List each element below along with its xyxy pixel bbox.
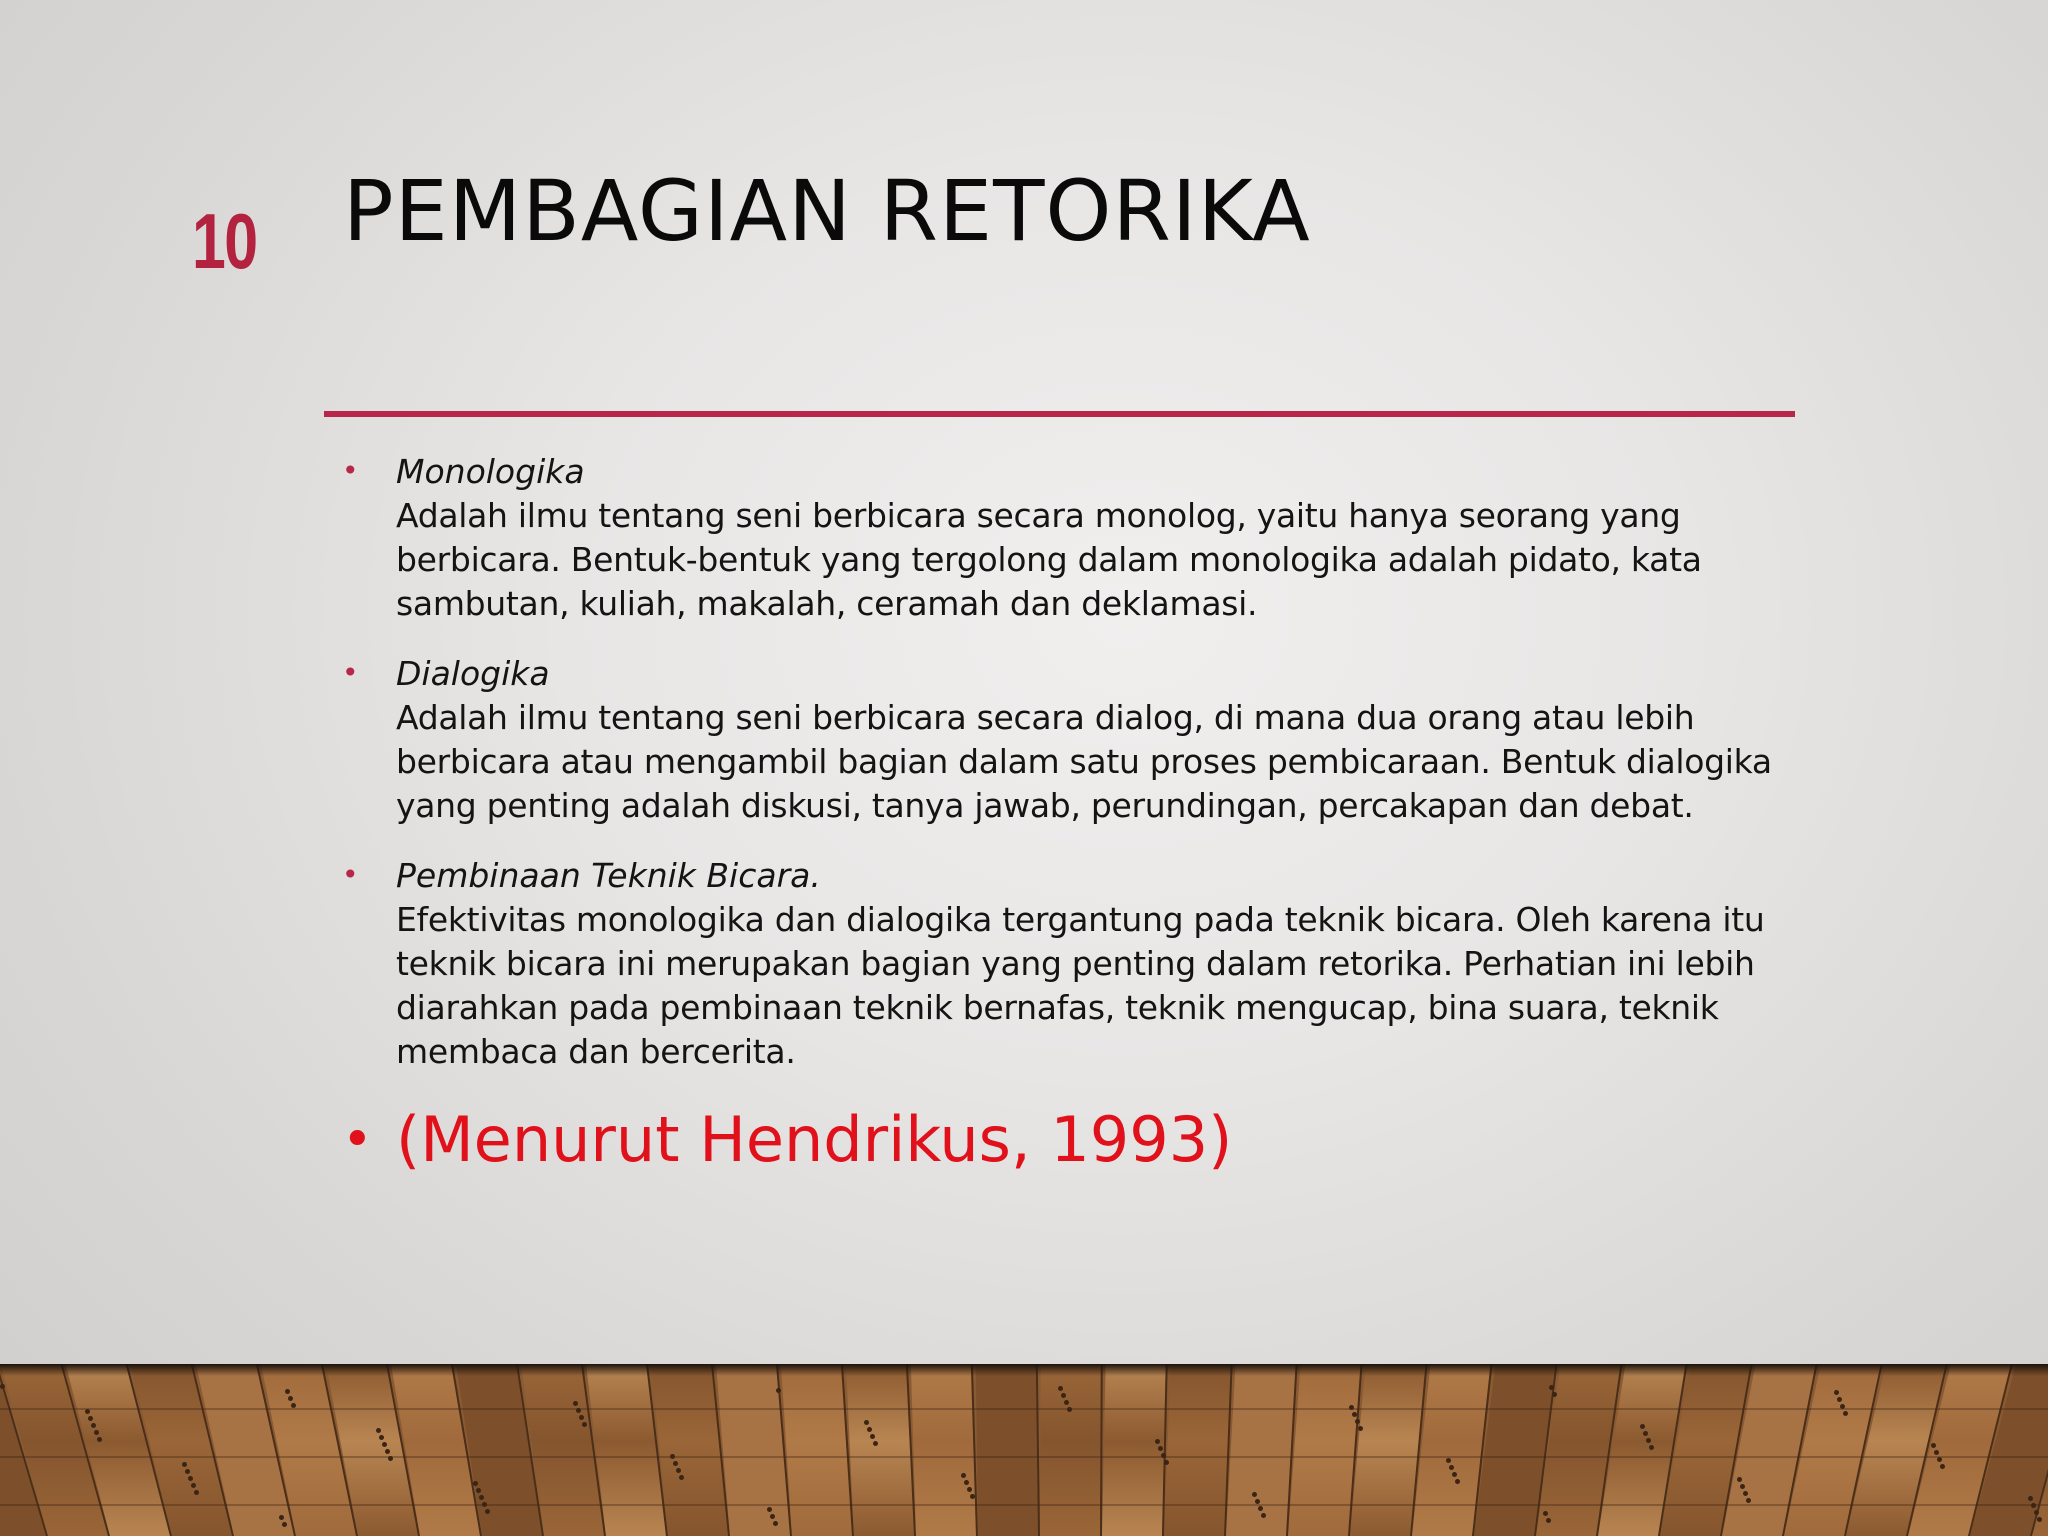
floor-plank: [846, 1364, 916, 1536]
floor-nail: [970, 1494, 975, 1499]
floor-nail: [194, 1490, 199, 1495]
floor-nail: [94, 1430, 99, 1435]
source-text: (Menurut Hendrikus, 1993): [396, 1103, 1233, 1176]
item-text: Adalah ilmu tentang seni berbicara secara monolog, yaitu hanya seorang yang berbicara. Bentuk-bentuk yang tergolong dalam monologika adalah pidato, kata sambutan, kuliah, makalah, ceramah dan deklamasi.: [396, 496, 1702, 623]
floor-nail: [1837, 1397, 1842, 1402]
floor-nail: [1349, 1405, 1354, 1410]
floor-nail: [388, 1456, 393, 1461]
floor-nail: [773, 1521, 778, 1526]
floor-nail: [1643, 1431, 1648, 1436]
bullet-icon: •: [342, 1110, 373, 1170]
floor-nail: [485, 1509, 490, 1514]
floor-nail: [1737, 1477, 1742, 1482]
floor-nail: [279, 1515, 284, 1520]
floor-nail: [97, 1437, 102, 1442]
floor-nail: [1549, 1385, 1554, 1390]
floor-nail: [385, 1449, 390, 1454]
floor-nail: [88, 1416, 93, 1421]
floor-nail: [376, 1428, 381, 1433]
floor-nail: [1352, 1412, 1357, 1417]
wood-floor-image: [0, 1364, 2048, 1536]
floor-seam: [0, 1408, 2048, 1410]
floor-nail: [579, 1415, 584, 1420]
floor-seam: [0, 1456, 2048, 1458]
floor-nail: [767, 1507, 772, 1512]
floor-nail: [1940, 1464, 1945, 1469]
floor-nail: [382, 1442, 387, 1447]
floor-plank: [1164, 1364, 1233, 1536]
floor-nail: [188, 1476, 193, 1481]
floor-nail: [1646, 1438, 1651, 1443]
floor-nail: [1061, 1393, 1066, 1398]
floor-nail: [282, 1522, 287, 1527]
floor-nail: [582, 1422, 587, 1427]
floor-nail: [1552, 1392, 1557, 1397]
item-text: Adalah ilmu tentang seni berbicara secara dialog, di mana dua orang atau lebih berbicara atau mengambil bagian dalam satu proses pembicaraan. Bentuk dialogika yang penting adalah diskusi, tanya jawab, perundingan, percakapan dan debat.: [396, 698, 1772, 825]
floor-nail: [1743, 1491, 1748, 1496]
floor-nail: [867, 1427, 872, 1432]
floor-nail: [673, 1461, 678, 1466]
floor-nail: [676, 1468, 681, 1473]
list-item-monologika: [338, 450, 1768, 626]
floor-nail: [964, 1480, 969, 1485]
floor-nail: [1543, 1511, 1548, 1516]
floor-nail: [670, 1454, 675, 1459]
bullet-icon: •: [342, 454, 359, 487]
floor-nail: [573, 1401, 578, 1406]
floor-nail: [679, 1475, 684, 1480]
floor-nail: [1161, 1453, 1166, 1458]
title-divider: [324, 411, 1795, 417]
floor-nail: [285, 1389, 290, 1394]
floor-nail: [1446, 1458, 1451, 1463]
floor-nail: [1937, 1457, 1942, 1462]
list-item-dialogika: [338, 652, 1772, 828]
floor-nail: [870, 1434, 875, 1439]
floor-nail: [1155, 1439, 1160, 1444]
floor-nail: [91, 1423, 96, 1428]
source-citation: [338, 1100, 1768, 1180]
floor-nail: [185, 1469, 190, 1474]
floor-nail: [182, 1462, 187, 1467]
item-title: Pembinaan Teknik Bicara.: [396, 856, 821, 895]
floor-nail: [1358, 1426, 1363, 1431]
floor-plank: [976, 1364, 1040, 1536]
floor-nail: [864, 1420, 869, 1425]
floor-nail: [2028, 1496, 2033, 1501]
floor-plank: [911, 1364, 978, 1536]
content-list: [338, 450, 1772, 1180]
floor-nail: [1640, 1424, 1645, 1429]
floor-nail: [379, 1435, 384, 1440]
bullet-icon: •: [342, 656, 359, 689]
floor-nail: [191, 1483, 196, 1488]
floor-plank: [1040, 1364, 1103, 1536]
floor-nail: [288, 1396, 293, 1401]
item-title: Dialogika: [396, 654, 550, 693]
item-title: Monologika: [396, 452, 585, 491]
item-text: Efektivitas monologika dan dialogika tergantung pada teknik bicara. Oleh karena itu teknik bicara ini merupakan bagian yang penting dalam retorika. Perhatian ini lebih diarahkan pada pembinaan teknik bernafas, teknik mengucap, bina suara, teknik membaca dan bercerita.: [396, 900, 1765, 1071]
floor-nail: [1840, 1404, 1845, 1409]
floor-nail: [1058, 1386, 1063, 1391]
floor-nail: [770, 1514, 775, 1519]
floor-nail: [776, 1388, 781, 1393]
floor-nail: [1449, 1465, 1454, 1470]
floor-nail: [0, 1384, 5, 1389]
floor-nail: [85, 1409, 90, 1414]
floor-nail: [291, 1403, 296, 1408]
floor-nail: [1649, 1445, 1654, 1450]
floor-nail: [1261, 1513, 1266, 1518]
floor-nail: [473, 1481, 478, 1486]
floor-nail: [1164, 1460, 1169, 1465]
floor-nail: [1452, 1472, 1457, 1477]
floor-nail: [1931, 1443, 1936, 1448]
floor-seam: [0, 1504, 2048, 1506]
floor-nail: [2037, 1517, 2042, 1522]
floor-nail: [1158, 1446, 1163, 1451]
floor-nail: [1934, 1450, 1939, 1455]
floor-shadow: [0, 1364, 2048, 1376]
floor-nail: [1064, 1400, 1069, 1405]
floor-nail: [873, 1441, 878, 1446]
floor-nail: [1546, 1518, 1551, 1523]
floor-nail: [1834, 1390, 1839, 1395]
floor-nail: [2031, 1503, 2036, 1508]
floor-nail: [1252, 1492, 1257, 1497]
floor-nail: [1258, 1506, 1263, 1511]
floor-nail: [479, 1495, 484, 1500]
floor-nail: [967, 1487, 972, 1492]
bullet-icon: •: [342, 858, 359, 891]
floor-nail: [1740, 1484, 1745, 1489]
floor-nail: [1067, 1407, 1072, 1412]
list-item-pembinaan: [338, 854, 1768, 1074]
floor-nail: [576, 1408, 581, 1413]
floor-nail: [1843, 1411, 1848, 1416]
slide-number: 10: [192, 197, 257, 285]
floor-plank: [781, 1364, 854, 1536]
floor-nail: [1255, 1499, 1260, 1504]
slide-title: PEMBAGIAN RETORIKA: [343, 162, 1311, 260]
floor-nail: [1455, 1479, 1460, 1484]
floor-nail: [2034, 1510, 2039, 1515]
floor-nail: [1355, 1419, 1360, 1424]
floor-nail: [1746, 1498, 1751, 1503]
floor-nail: [482, 1502, 487, 1507]
floor-nail: [961, 1473, 966, 1478]
floor-nail: [476, 1488, 481, 1493]
